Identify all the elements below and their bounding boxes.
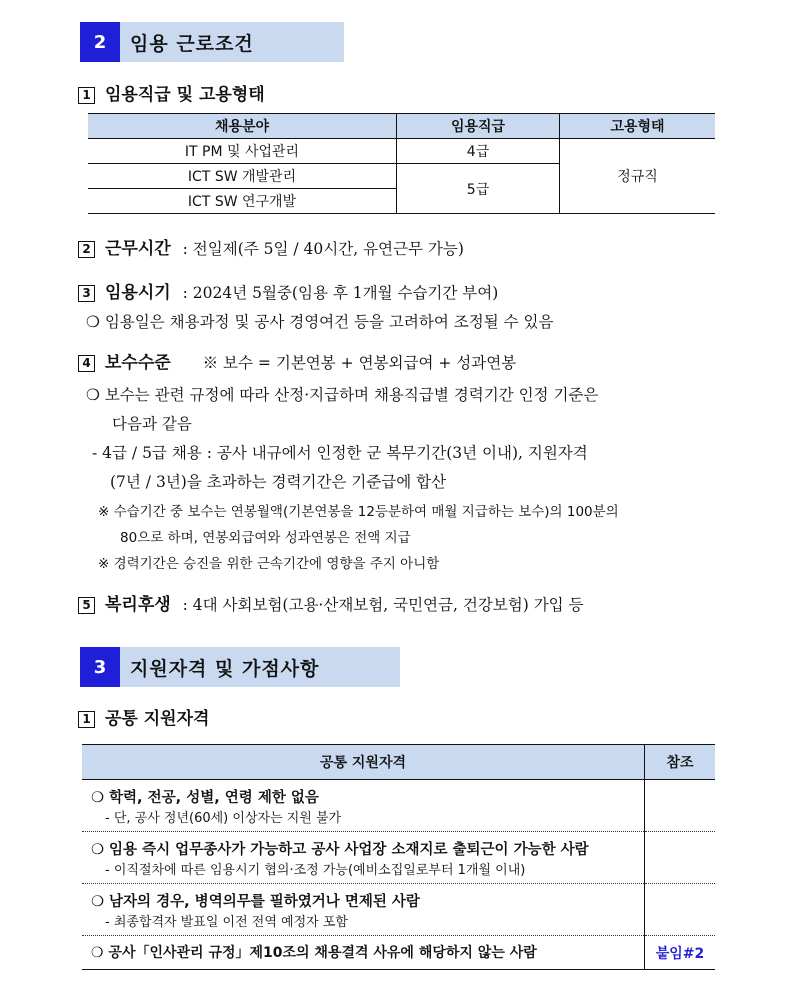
bullet-text: 다음과 같음 [112,415,192,433]
employment-table [88,113,715,214]
subsection-number: 1 [78,711,95,728]
section-number: 3 [80,647,120,687]
reference-cell [645,884,716,936]
qualification-main: ❍ 학력, 전공, 성별, 연령 제한 없음 [91,790,319,806]
bullet-text: ❍ 보수는 관련 규정에 따라 산정·지급하며 채용직급별 경력기간 인정 기준은 [86,386,599,404]
subsection-common-qualifications [78,704,209,729]
subsection-title: 근무시간 [105,239,171,259]
subsection-1 [78,80,265,105]
section-header-3 [80,647,400,687]
subsection-number: 5 [78,597,95,614]
table-cell: 4급 [397,139,560,164]
table-row [82,832,645,884]
reference-cell [645,780,716,832]
dash-text: (7년 / 3년)을 초과하는 경력기간은 기준급에 합산 [110,473,447,491]
table-row [82,780,645,832]
table-cell: 정규직 [560,139,716,214]
qualifications-table [82,744,715,970]
reference-link[interactable]: 붙임#2 [645,936,716,970]
section-number: 2 [80,22,120,62]
subsection-title: 공통 지원자격 [105,709,210,729]
subsection-2 [78,234,464,259]
bullet-text: ❍ 임용일은 채용과정 및 공사 경영여건 등을 고려하여 조정될 수 있음 [86,313,554,331]
subsection-5 [78,590,584,615]
qualification-main: ❍ 공사「인사관리 규정」제10조의 채용결격 사유에 해당하지 않는 사람 [91,945,537,961]
table-cell: ICT SW 연구개발 [88,189,397,214]
qualification-sub: - 최종합격자 발표일 이전 전역 예정자 포함 [105,915,348,930]
table-header: 고용형태 [560,114,716,139]
table-header: 공통 지원자격 [82,745,645,780]
note-text: ※ 경력기간은 승진을 위한 근속기간에 영향을 주지 아니함 [98,556,440,572]
table-row [82,884,645,936]
section-title: 임용 근로조건 [130,32,254,55]
table-header: 임용직급 [397,114,560,139]
section-header-2 [80,22,344,62]
subsection-title: 임용시기 [105,283,171,303]
reference-cell [645,832,716,884]
dash-text: - 4급 / 5급 채용 : 공사 내규에서 인정한 군 복무기간(3년 이내), 지원자격 [92,444,588,462]
table-row [82,936,645,970]
subsection-text: : 2024년 5월중(임용 후 1개월 수습기간 부여) [182,284,499,302]
subsection-number: 4 [78,355,95,372]
qualification-main: ❍ 남자의 경우, 병역의무를 필하였거나 면제된 사람 [91,894,420,910]
note-text: ※ 수습기간 중 보수는 연봉월액(기본연봉을 12등분하여 매월 지급하는 보수)의 100분의 [98,504,619,520]
subsection-4 [78,348,516,373]
qualification-main: ❍ 임용 즉시 업무종사가 가능하고 공사 사업장 소재지로 출퇴근이 가능한 사람 [91,842,589,858]
table-cell: IT PM 및 사업관리 [88,139,397,164]
pay-formula: ※ 보수 = 기본연봉 + 연봉외급여 + 성과연봉 [202,354,517,372]
subsection-text: : 4대 사회보험(고용·산재보험, 국민연금, 건강보험) 가입 등 [182,596,584,614]
subsection-title: 복리후생 [105,595,171,615]
qualification-sub: - 이직절차에 따른 임용시기 협의·조정 가능(예비소집일로부터 1개월 이내) [105,863,526,878]
table-cell: 5급 [397,164,560,214]
table-header: 참조 [645,745,716,780]
subsection-number: 1 [78,87,95,104]
note-text: 80으로 하며, 연봉외급여와 성과연봉은 전액 지급 [120,530,411,546]
subsection-number: 3 [78,285,95,302]
subsection-title: 임용직급 및 고용형태 [105,85,265,105]
section-title: 지원자격 및 가점사항 [130,657,320,680]
subsection-title: 보수수준 [105,353,171,373]
subsection-text: : 전일제(주 5일 / 40시간, 유연근무 가능) [182,240,464,258]
qualification-sub: - 단, 공사 정년(60세) 이상자는 지원 불가 [105,811,342,826]
subsection-number: 2 [78,241,95,258]
subsection-3 [78,278,498,303]
table-cell: ICT SW 개발관리 [88,164,397,189]
table-header: 채용분야 [88,114,397,139]
